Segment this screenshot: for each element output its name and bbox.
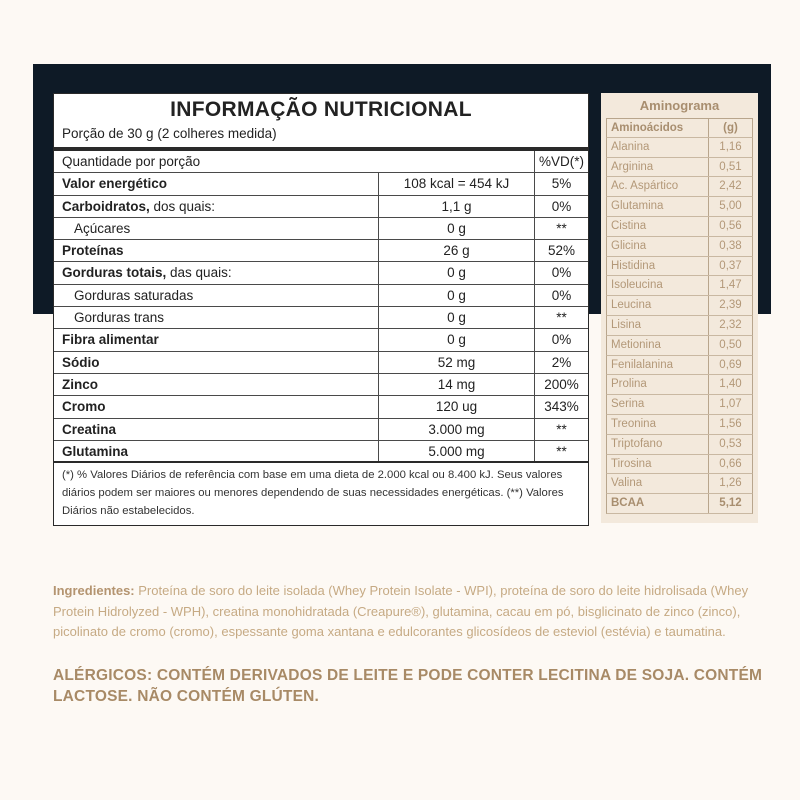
amino-acid-value: 1,40 xyxy=(719,378,742,391)
amino-acid-name: Treonina xyxy=(607,415,709,434)
nutrition-row xyxy=(54,374,588,396)
nutrient-amount: 120 ug xyxy=(379,396,535,417)
aminogram-row xyxy=(606,257,753,277)
aminogram-row xyxy=(606,276,753,296)
nutrient-amount: 14 mg xyxy=(379,374,535,395)
nutrition-row xyxy=(54,196,588,218)
aminogram-row xyxy=(606,217,753,237)
nutrient-vd: ** xyxy=(556,421,567,437)
nutrition-row xyxy=(54,218,588,240)
aminogram-header-row xyxy=(606,118,753,138)
amino-acid-value: 2,39 xyxy=(719,299,742,312)
amino-acid-value: 1,26 xyxy=(719,477,742,490)
amino-acid-value: 5,00 xyxy=(719,200,742,213)
aminogram-total-value: 5,12 xyxy=(719,497,742,510)
nutrition-footnote: (*) % Valores Diários de referência com base em uma dieta de 2.000 kcal ou 8.400 kJ. Seus valores diários podem ser maiores ou menores dependendo de suas necessidades energéticas. (**) Valores Diários não estabelecidos. xyxy=(62,469,564,518)
nutrient-amount: 108 kcal = 454 kJ xyxy=(379,173,535,194)
nutrition-title: INFORMAÇÃO NUTRICIONAL xyxy=(170,98,472,121)
header-amount xyxy=(379,151,535,172)
nutrient-name: Zinco xyxy=(54,374,379,395)
aminogram-row xyxy=(606,474,753,494)
amino-acid-name: Isoleucina xyxy=(607,276,709,295)
nutrient-vd: 5% xyxy=(551,176,572,192)
nutrient-vd: ** xyxy=(556,310,567,326)
aminogram-row xyxy=(606,296,753,316)
nutrition-row xyxy=(54,285,588,307)
amino-acid-value: 1,16 xyxy=(719,140,742,153)
nutrient-amount: 1,1 g xyxy=(379,196,535,217)
nutrient-name: Açúcares xyxy=(54,218,379,239)
nutrient-vd: 343% xyxy=(544,399,579,415)
nutrition-table xyxy=(53,93,589,526)
amino-acid-value: 2,32 xyxy=(719,318,742,331)
nutrition-row xyxy=(54,441,588,463)
aminogram-row xyxy=(606,415,753,435)
nutrient-amount: 5.000 mg xyxy=(379,441,535,461)
nutrient-vd: 0% xyxy=(551,265,572,281)
amino-acid-value: 2,42 xyxy=(719,180,742,193)
nutrient-amount: 26 g xyxy=(379,240,535,261)
aminogram-row xyxy=(606,316,753,336)
nutrition-rows xyxy=(54,173,588,463)
aminogram-row xyxy=(606,356,753,376)
nutrient-name: Fibra alimentar xyxy=(54,329,379,350)
nutrient-vd: 0% xyxy=(551,287,572,303)
nutrition-row xyxy=(54,173,588,195)
nutrient-vd: 2% xyxy=(551,354,572,370)
header-vd: %VD(*) xyxy=(538,154,584,169)
ingredients-label: Ingredientes: xyxy=(53,583,135,598)
nutrient-name: Sódio xyxy=(54,352,379,373)
amino-acid-name: Tirosina xyxy=(607,455,709,474)
allergens-warning: ALÉRGICOS: CONTÉM DERIVADOS DE LEITE E PODE CONTER LECITINA DE SOJA. CONTÉM LACTOSE. NÃO CONTÉM GLÚTEN. xyxy=(53,667,763,705)
aminogram-total-name: BCAA xyxy=(607,494,709,513)
nutrient-name: Valor energético xyxy=(54,173,379,194)
amino-acid-value: 0,53 xyxy=(719,437,742,450)
nutrient-vd: ** xyxy=(556,220,567,236)
aminogram-header-unit: (g) xyxy=(723,122,738,134)
nutrient-amount: 0 g xyxy=(379,262,535,283)
aminogram-header-name: Aminoácidos xyxy=(607,119,709,137)
header-quantity: Quantidade por porção xyxy=(62,154,201,169)
aminogram-row xyxy=(606,375,753,395)
nutrient-name: Creatina xyxy=(54,419,379,440)
ingredients-body: Proteína de soro do leite isolada (Whey Protein Isolate - WPI), proteína de soro do leite hidrolisada (Whey Protein Hidrolyzed - WPH), creatina monohidratada (Creapure®), glutamina, cacau em pó, bisglicinato de zinco (zinco), picolinato de cromo (cromo), espessante goma xantana e edulcorantes glicosídeos de esteviol (estévia) e taumatina. xyxy=(53,583,749,639)
amino-acid-name: Cistina xyxy=(607,217,709,236)
nutrient-vd: 0% xyxy=(551,198,572,214)
amino-acid-value: 0,56 xyxy=(719,219,742,232)
nutrition-row xyxy=(54,307,588,329)
amino-acid-name: Serina xyxy=(607,395,709,414)
nutrient-amount: 52 mg xyxy=(379,352,535,373)
nutrition-row xyxy=(54,329,588,351)
amino-acid-name: Valina xyxy=(607,474,709,493)
aminogram-row xyxy=(606,177,753,197)
amino-acid-name: Triptofano xyxy=(607,435,709,454)
amino-acid-name: Alanina xyxy=(607,138,709,157)
amino-acid-value: 0,69 xyxy=(719,358,742,371)
aminogram-row xyxy=(606,455,753,475)
nutrient-name: Gorduras totais, das quais: xyxy=(54,262,379,283)
nutrient-vd: ** xyxy=(556,443,567,459)
nutrient-amount: 0 g xyxy=(379,307,535,328)
amino-acid-value: 1,56 xyxy=(719,417,742,430)
amino-acid-value: 0,37 xyxy=(719,259,742,272)
nutrient-amount: 3.000 mg xyxy=(379,419,535,440)
amino-acid-name: Leucina xyxy=(607,296,709,315)
aminogram-row xyxy=(606,336,753,356)
nutrient-vd: 0% xyxy=(551,332,572,348)
nutrition-row xyxy=(54,396,588,418)
nutrient-vd: 200% xyxy=(544,376,579,392)
amino-acid-name: Lisina xyxy=(607,316,709,335)
amino-acid-name: Glutamina xyxy=(607,197,709,216)
amino-acid-name: Glicina xyxy=(607,237,709,256)
nutrient-name: Glutamina xyxy=(54,441,379,461)
amino-acid-value: 0,51 xyxy=(719,160,742,173)
nutrition-row xyxy=(54,352,588,374)
aminogram-row xyxy=(606,138,753,158)
nutrient-amount: 0 g xyxy=(379,285,535,306)
nutrition-header-row xyxy=(54,151,588,173)
amino-acid-name: Ac. Aspártico xyxy=(607,177,709,196)
amino-acid-value: 1,07 xyxy=(719,398,742,411)
nutrition-row xyxy=(54,240,588,262)
aminogram-row xyxy=(606,435,753,455)
amino-acid-value: 0,50 xyxy=(719,338,742,351)
amino-acid-name: Metionina xyxy=(607,336,709,355)
amino-acid-name: Prolina xyxy=(607,375,709,394)
nutrient-name: Gorduras trans xyxy=(54,307,379,328)
ingredients-text xyxy=(53,581,763,643)
aminogram-total-row xyxy=(606,494,753,514)
aminogram-row xyxy=(606,158,753,178)
aminogram-rows xyxy=(601,138,758,494)
amino-acid-value: 1,47 xyxy=(719,279,742,292)
aminogram-row xyxy=(606,237,753,257)
amino-acid-value: 0,66 xyxy=(719,457,742,470)
nutrition-row xyxy=(54,419,588,441)
aminogram-table xyxy=(601,93,758,523)
nutrient-name: Cromo xyxy=(54,396,379,417)
nutrient-vd: 52% xyxy=(547,243,576,259)
amino-acid-name: Arginina xyxy=(607,158,709,177)
nutrient-name: Carboidratos, dos quais: xyxy=(54,196,379,217)
aminogram-row xyxy=(606,197,753,217)
aminogram-title: Aminograma xyxy=(639,98,720,113)
nutrient-amount: 0 g xyxy=(379,329,535,350)
nutrient-name: Proteínas xyxy=(54,240,379,261)
aminogram-row xyxy=(606,395,753,415)
nutrient-name: Gorduras saturadas xyxy=(54,285,379,306)
amino-acid-name: Fenilalanina xyxy=(607,356,709,375)
portion-size: Porção de 30 g (2 colheres medida) xyxy=(54,124,588,151)
nutrient-amount: 0 g xyxy=(379,218,535,239)
nutrition-row xyxy=(54,262,588,284)
amino-acid-value: 0,38 xyxy=(719,239,742,252)
amino-acid-name: Histidina xyxy=(607,257,709,276)
